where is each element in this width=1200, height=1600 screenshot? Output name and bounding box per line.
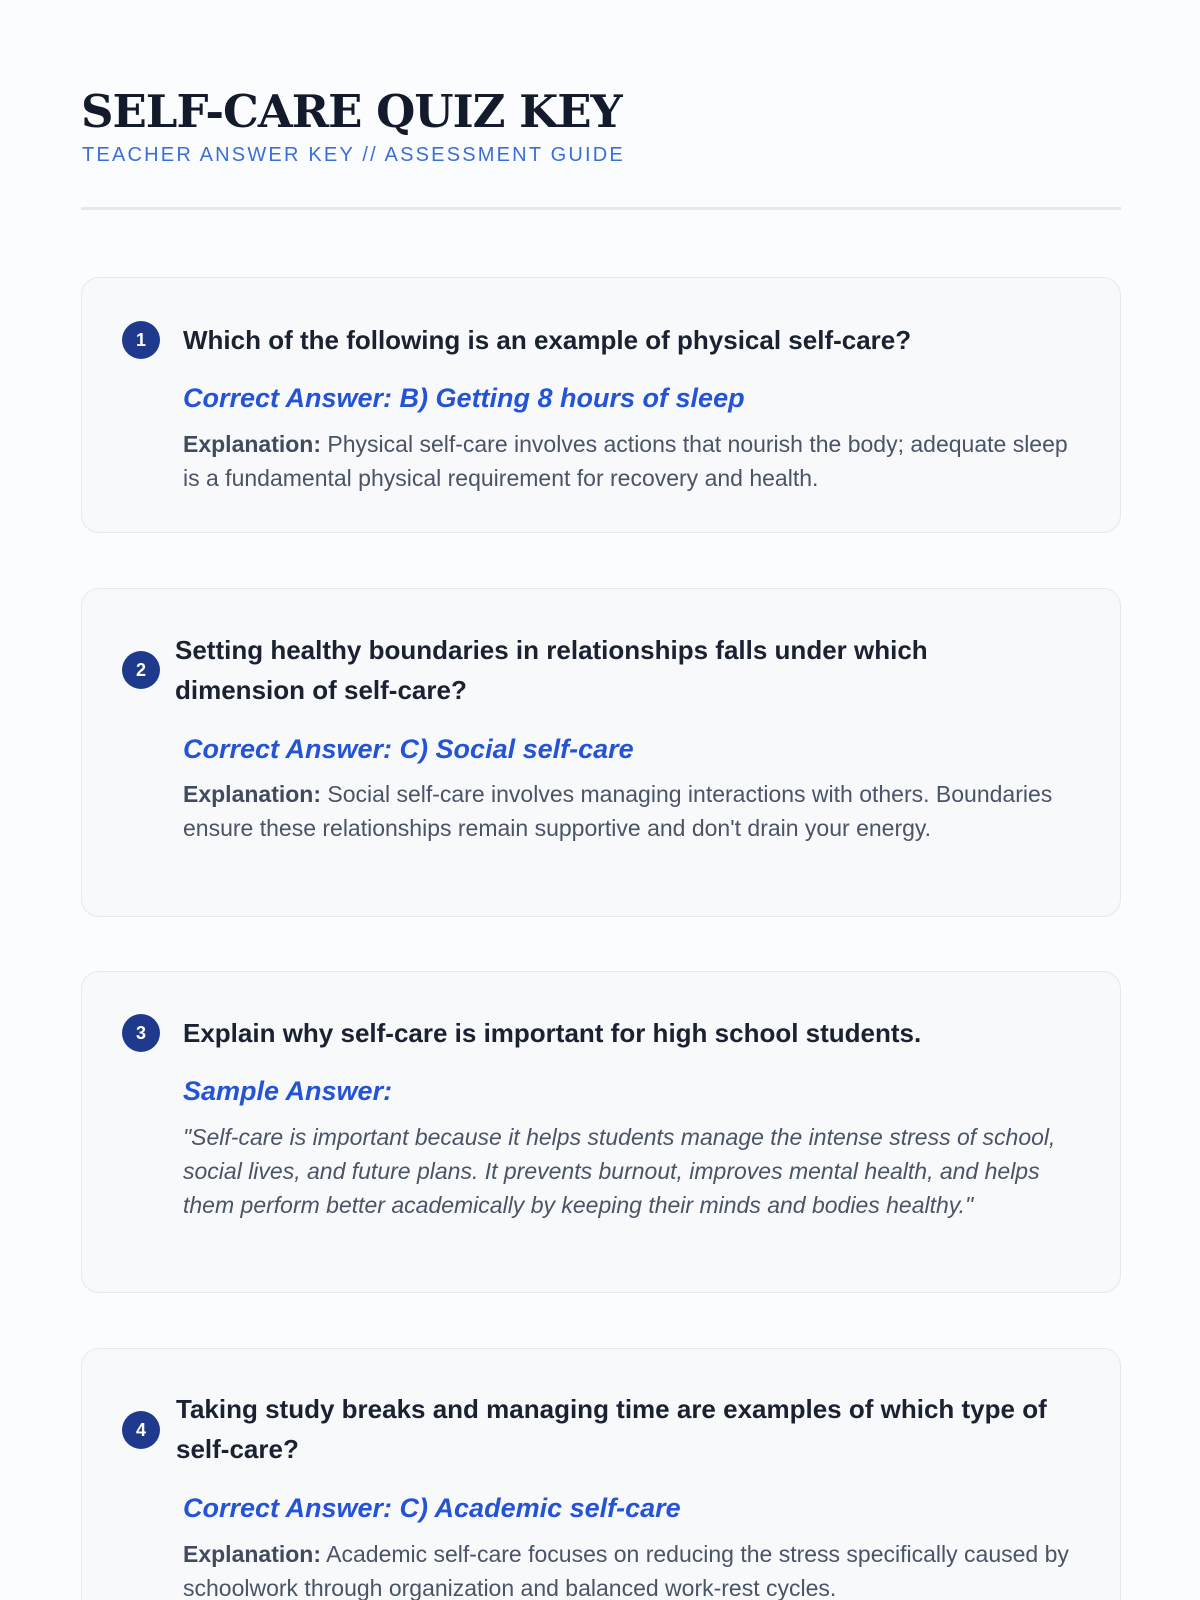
question-text: Explain why self-care is important for high school students.: [183, 1018, 922, 1048]
correct-answer: Correct Answer: B) Getting 8 hours of sleep: [183, 383, 745, 413]
question-number-badge: 3: [122, 1014, 160, 1052]
explanation-label: Explanation:: [183, 781, 322, 807]
explanation-label: Explanation:: [183, 1541, 322, 1567]
explanation-text: Academic self-care focuses on reducing the stress specifically caused by schoolwork through organization and balanced work-rest cycles.: [183, 1541, 1069, 1600]
sample-answer-text: "Self-care is important because it helps students manage the intense stress of school, social lives, and future plans. It prevents burnout, improves mental health, and helps them perform better academically by keeping their minds and bodies healthy.": [183, 1124, 1056, 1218]
answer-explanation: [183, 777, 1083, 845]
question-number-badge: 1: [122, 321, 160, 359]
page-title: SELF-CARE QUIZ KEY: [81, 85, 622, 138]
question-text: Setting healthy boundaries in relationships falls under which dimension of self-care?: [175, 635, 928, 705]
question-number-badge: 4: [122, 1411, 160, 1449]
sample-answer-heading: Sample Answer:: [183, 1076, 393, 1106]
correct-answer: Correct Answer: C) Academic self-care: [183, 1493, 681, 1523]
question-card-1: [81, 277, 1121, 533]
explanation-text: Physical self-care involves actions that nourish the body; adequate sleep is a fundamental physical requirement for recovery and health.: [183, 431, 1068, 491]
explanation-label: Explanation:: [183, 431, 322, 457]
answer-explanation: [183, 427, 1083, 495]
page-subtitle: TEACHER ANSWER KEY // ASSESSMENT GUIDE: [82, 144, 625, 166]
question-text: Taking study breaks and managing time are examples of which type of self-care?: [176, 1394, 1047, 1464]
question-card-2: [81, 588, 1121, 917]
question-text: Which of the following is an example of physical self-care?: [183, 325, 912, 355]
explanation-text: Social self-care involves managing interactions with others. Boundaries ensure these relationships remain supportive and don't drain your energy.: [183, 781, 1053, 841]
header-divider: [81, 207, 1121, 210]
question-number-badge: 2: [122, 651, 160, 689]
question-card-4: [81, 1348, 1121, 1600]
question-card-3: [81, 971, 1121, 1293]
answer-explanation: [183, 1537, 1083, 1600]
correct-answer: Correct Answer: C) Social self-care: [183, 734, 634, 764]
